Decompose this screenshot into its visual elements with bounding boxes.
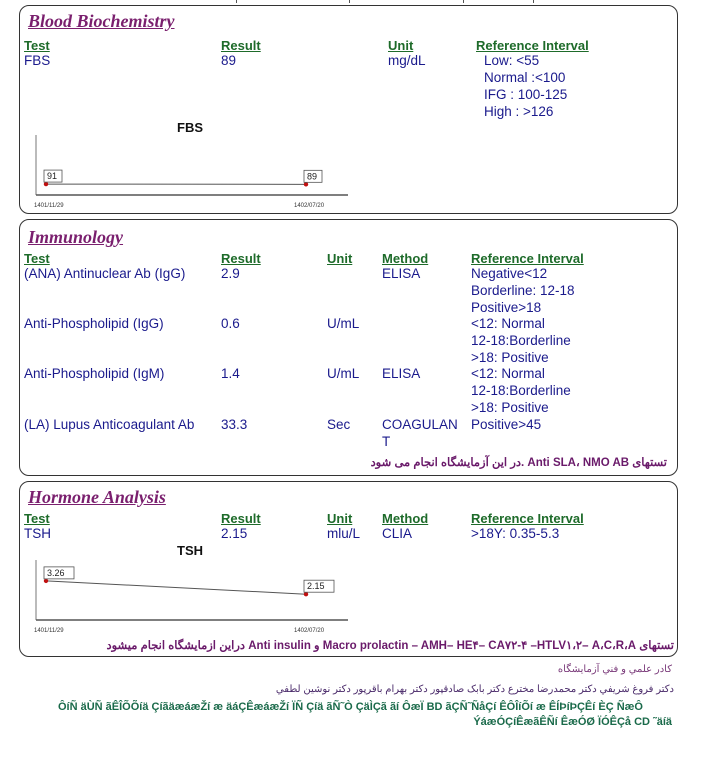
fbs-date-tick: 1402/07/20	[294, 203, 325, 209]
test-unit: U/mL	[327, 316, 360, 331]
fbs-chart-title: FBS	[177, 120, 203, 135]
fbs-reference: Low: <55 Normal :<100 IFG : 100-125 High : >126	[484, 53, 568, 119]
header-result: Result	[221, 511, 261, 526]
header-ref: Reference Interval	[471, 251, 584, 266]
tsh-data-label: 3.26	[47, 567, 65, 578]
test-result: 33.3	[221, 417, 248, 432]
header-test: Test	[24, 511, 50, 526]
fbs-unit: mg/dL	[388, 53, 426, 68]
section-title-hormone: Hormone Analysis	[28, 487, 166, 507]
test-unit: U/mL	[327, 366, 360, 381]
header-unit: Unit	[388, 38, 414, 53]
section-title-blood: Blood Biochemistry	[28, 11, 175, 31]
fbs-point	[44, 182, 48, 186]
header-unit: Unit	[327, 511, 353, 526]
fbs-trend-chart	[30, 130, 360, 215]
test-name: Anti-Phospholipid (IgM)	[24, 366, 165, 381]
test-reference: Negative<12 Borderline: 12-18 Positive>18	[471, 266, 575, 315]
fbs-result: 89	[221, 53, 237, 68]
test-unit: Sec	[327, 417, 351, 432]
fbs-data-label: 89	[307, 171, 318, 182]
fbs-date-tick: 1401/11/29	[34, 203, 64, 209]
footer-note-line1: ÔíÑ äÙÑ ãÊÎÕÕíä ÇíãäæáæŽí æ äáÇÊæáæŽí ÏÑ Çíä ãÑ˜Ò ÇäÌÇã ãí ÔæÏ BD ãÇÑ˜ÑåÇí ÊÔÎíÕí æ ÊÍÞíÞÇÊí ÈÇ ÑæÔ	[58, 701, 643, 713]
header-result: Result	[221, 38, 261, 53]
header-result: Result	[221, 251, 261, 266]
tsh-test-name: TSH	[24, 526, 51, 541]
tsh-method: CLIA	[382, 526, 413, 541]
test-result: 0.6	[221, 316, 240, 331]
doctors-list: دكتر فروغ شريفي دكتر محمدرضا مخترع دكتر بابک صادقپور دكتر بهرام باقرپور دكتر نوشين لطفي	[275, 684, 674, 695]
staff-title: کادر علمي و فني آزمايشگاه	[557, 664, 672, 675]
header-ref: Reference Interval	[471, 511, 584, 526]
test-method: ELISA	[382, 366, 421, 381]
tsh-date-tick: 1402/07/20	[294, 628, 325, 634]
immunology-note: تستهای Anti SLA، NMO AB .در این آزمایشگاه انجام می شود	[370, 457, 667, 469]
test-method: COAGULAN T	[382, 417, 458, 449]
tsh-chart-title: TSH	[177, 543, 203, 558]
test-reference: <12: Normal 12-18:Borderline >18: Positive	[471, 316, 571, 365]
test-reference: <12: Normal 12-18:Borderline >18: Positive	[471, 366, 571, 415]
hormone-note: تستهای Macro prolactin – AMH– HE۴– CA۷۲-۴ –HTLV۱،۲– A،C،R،A و Anti insulin دراین ازمایشگاه انجام میشود	[106, 640, 674, 652]
header-test: Test	[24, 38, 50, 53]
test-result: 2.9	[221, 266, 240, 281]
fbs-point	[304, 182, 308, 186]
page-top-edge	[0, 0, 720, 2]
test-name: (ANA) Antinuclear Ab (IgG)	[24, 266, 186, 281]
tsh-series-line	[46, 581, 306, 594]
test-reference: Positive>45	[471, 417, 542, 432]
header-method: Method	[382, 511, 429, 526]
header-unit: Unit	[327, 251, 353, 266]
section-title-immunology: Immunology	[28, 227, 124, 247]
test-name: Anti-Phospholipid (IgG)	[24, 316, 164, 331]
tsh-point	[44, 579, 48, 583]
footer-note-line2: ÝáæÓÇíÊæãÊÑí ÊæÓØ ÏÓÊÇå CD ˜äíä	[473, 716, 672, 728]
fbs-test-name: FBS	[24, 53, 51, 68]
test-name: (LA) Lupus Anticoagulant Ab	[24, 417, 195, 432]
header-method: Method	[382, 251, 429, 266]
fbs-data-label: 91	[47, 171, 58, 182]
tsh-point	[304, 592, 308, 596]
test-result: 1.4	[221, 366, 240, 381]
tsh-result: 2.15	[221, 526, 248, 541]
header-ref: Reference Interval	[476, 38, 589, 53]
header-test: Test	[24, 251, 50, 266]
tsh-data-label: 2.15	[307, 581, 325, 592]
tsh-reference: >18Y: 0.35-5.3	[471, 526, 560, 541]
tsh-trend-chart	[30, 555, 360, 640]
tsh-date-tick: 1401/11/29	[34, 628, 64, 634]
test-method: ELISA	[382, 266, 421, 281]
tsh-unit: mlu/L	[327, 526, 361, 541]
